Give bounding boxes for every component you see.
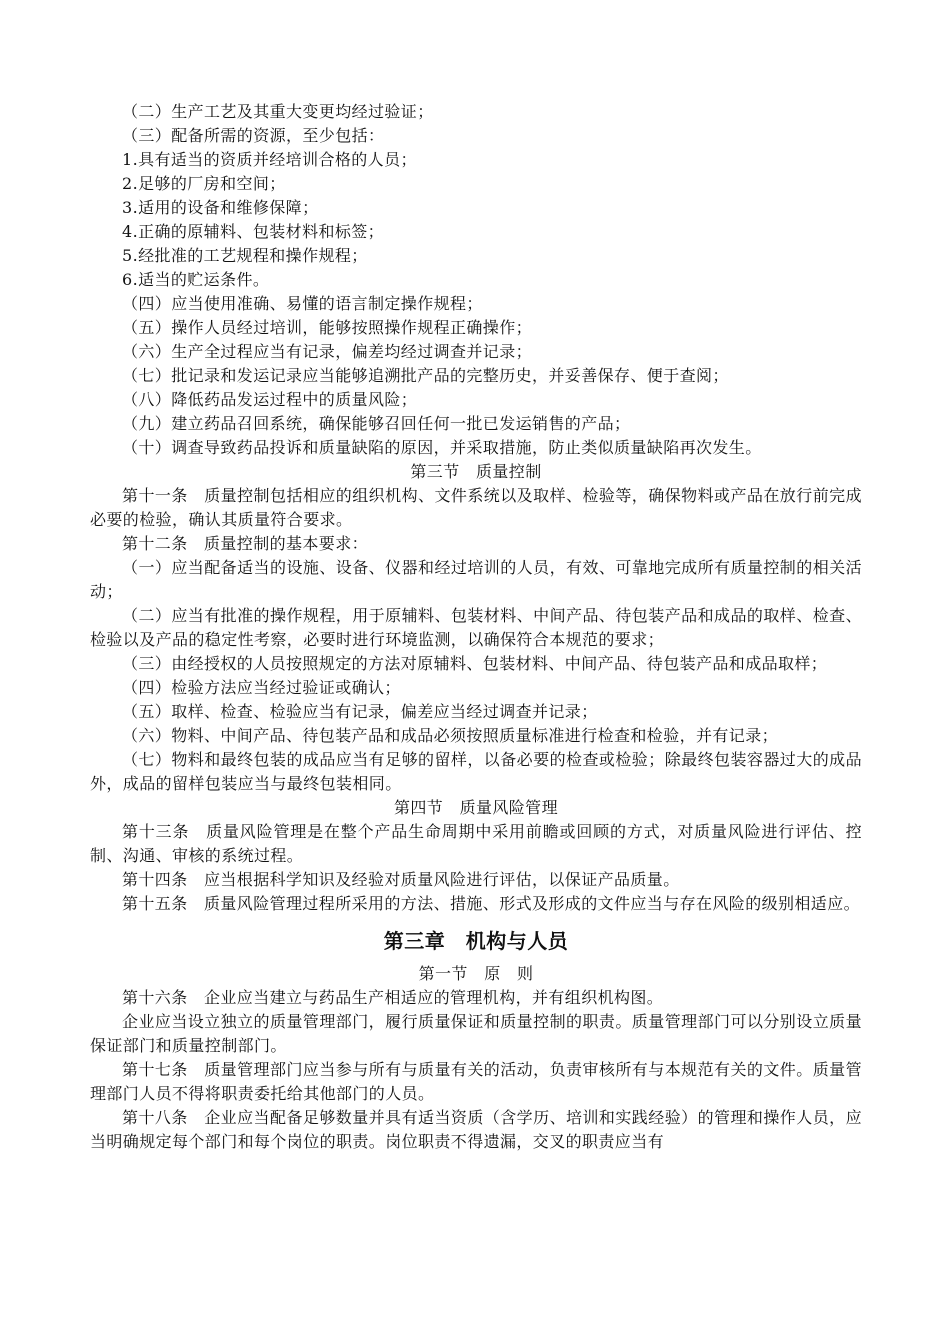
section-heading: 第一节 原 则	[418, 964, 534, 983]
list-item: （九）建立药品召回系统，确保能够召回任何一批已发运销售的产品；	[122, 414, 631, 433]
document-body	[90, 100, 862, 1154]
list-item: 3.适用的设备和维修保障；	[122, 198, 319, 217]
list-item: （六）生产全过程应当有记录，偏差均经过调查并记录；	[122, 342, 533, 361]
document-page	[90, 100, 862, 1154]
article-paragraph: 第十四条 应当根据科学知识及经验对质量风险进行评估，以保证产品质量。	[122, 870, 680, 889]
section-heading: 第三节 质量控制	[410, 462, 542, 481]
article-paragraph: （三）由经授权的人员按照规定的方法对原辅料、包装材料、中间产品、待包装产品和成品取样；	[122, 654, 828, 673]
list-item: 5.经批准的工艺规程和操作规程；	[122, 246, 368, 265]
article-paragraph: （一）应当配备适当的设施、设备、仪器和经过培训的人员，有效、可靠地完成所有质量控制的相关活动；	[90, 558, 862, 601]
list-item: （二）生产工艺及其重大变更均经过验证；	[122, 102, 434, 121]
list-item: （十）调查导致药品投诉和质量缺陷的原因，并采取措施，防止类似质量缺陷再次发生。	[122, 438, 762, 457]
article-paragraph: 第十七条 质量管理部门应当参与所有与质量有关的活动，负责审核所有与本规范有关的文件。质量管理部门人员不得将职责委托给其他部门的人员。	[90, 1060, 862, 1103]
list-item: 4.正确的原辅料、包装材料和标签；	[122, 222, 385, 241]
article-paragraph: （二）应当有批准的操作规程，用于原辅料、包装材料、中间产品、待包装产品和成品的取样、检查、检验以及产品的稳定性考察，必要时进行环境监测，以确保符合本规范的要求；	[90, 606, 862, 649]
list-item: （五）操作人员经过培训，能够按照操作规程正确操作；	[122, 318, 533, 337]
article-paragraph: 第十二条 质量控制的基本要求：	[122, 534, 369, 553]
list-item: （八）降低药品发运过程中的质量风险；	[122, 390, 418, 409]
article-paragraph: 第十六条 企业应当建立与药品生产相适应的管理机构，并有组织机构图。	[122, 988, 664, 1007]
list-item: 2.足够的厂房和空间；	[122, 174, 286, 193]
list-item: 1.具有适当的资质并经培训合格的人员；	[122, 150, 417, 169]
section-heading: 第四节 质量风险管理	[393, 798, 558, 817]
list-item: （四）应当使用准确、易懂的语言制定操作规程；	[122, 294, 483, 313]
list-item: （三）配备所需的资源，至少包括：	[122, 126, 385, 145]
list-item: （七）批记录和发运记录应当能够追溯批产品的完整历史，并妥善保存、便于查阅；	[122, 366, 729, 385]
article-paragraph: （四）检验方法应当经过验证或确认；	[122, 678, 401, 697]
article-paragraph: （六）物料、中间产品、待包装产品和成品必须按照质量标准进行检查和检验，并有记录；	[122, 726, 779, 745]
chapter-heading: 第三章 机构与人员	[383, 929, 569, 953]
article-paragraph: 第十八条 企业应当配备足够数量并具有适当资质（含学历、培训和实践经验）的管理和操作人员，应当明确规定每个部门和每个岗位的职责。岗位职责不得遗漏，交叉的职责应当有	[90, 1108, 862, 1151]
article-paragraph: 第十三条 质量风险管理是在整个产品生命周期中采用前瞻或回顾的方式，对质量风险进行评估、控制、沟通、审核的系统过程。	[90, 822, 862, 865]
article-paragraph: 企业应当设立独立的质量管理部门，履行质量保证和质量控制的职责。质量管理部门可以分别设立质量保证部门和质量控制部门。	[90, 1012, 862, 1055]
article-paragraph: （七）物料和最终包装的成品应当有足够的留样，以备必要的检查或检验；除最终包装容器过大的成品外，成品的留样包装应当与最终包装相同。	[90, 750, 862, 793]
article-paragraph: （五）取样、检查、检验应当有记录，偏差应当经过调查并记录；	[122, 702, 598, 721]
article-paragraph: 第十五条 质量风险管理过程所采用的方法、措施、形式及形成的文件应当与存在风险的级别相适应。	[122, 894, 861, 913]
list-item: 6.适当的贮运条件。	[122, 270, 270, 289]
article-paragraph: 第十一条 质量控制包括相应的组织机构、文件系统以及取样、检验等，确保物料或产品在放行前完成必要的检验，确认其质量符合要求。	[90, 486, 862, 529]
